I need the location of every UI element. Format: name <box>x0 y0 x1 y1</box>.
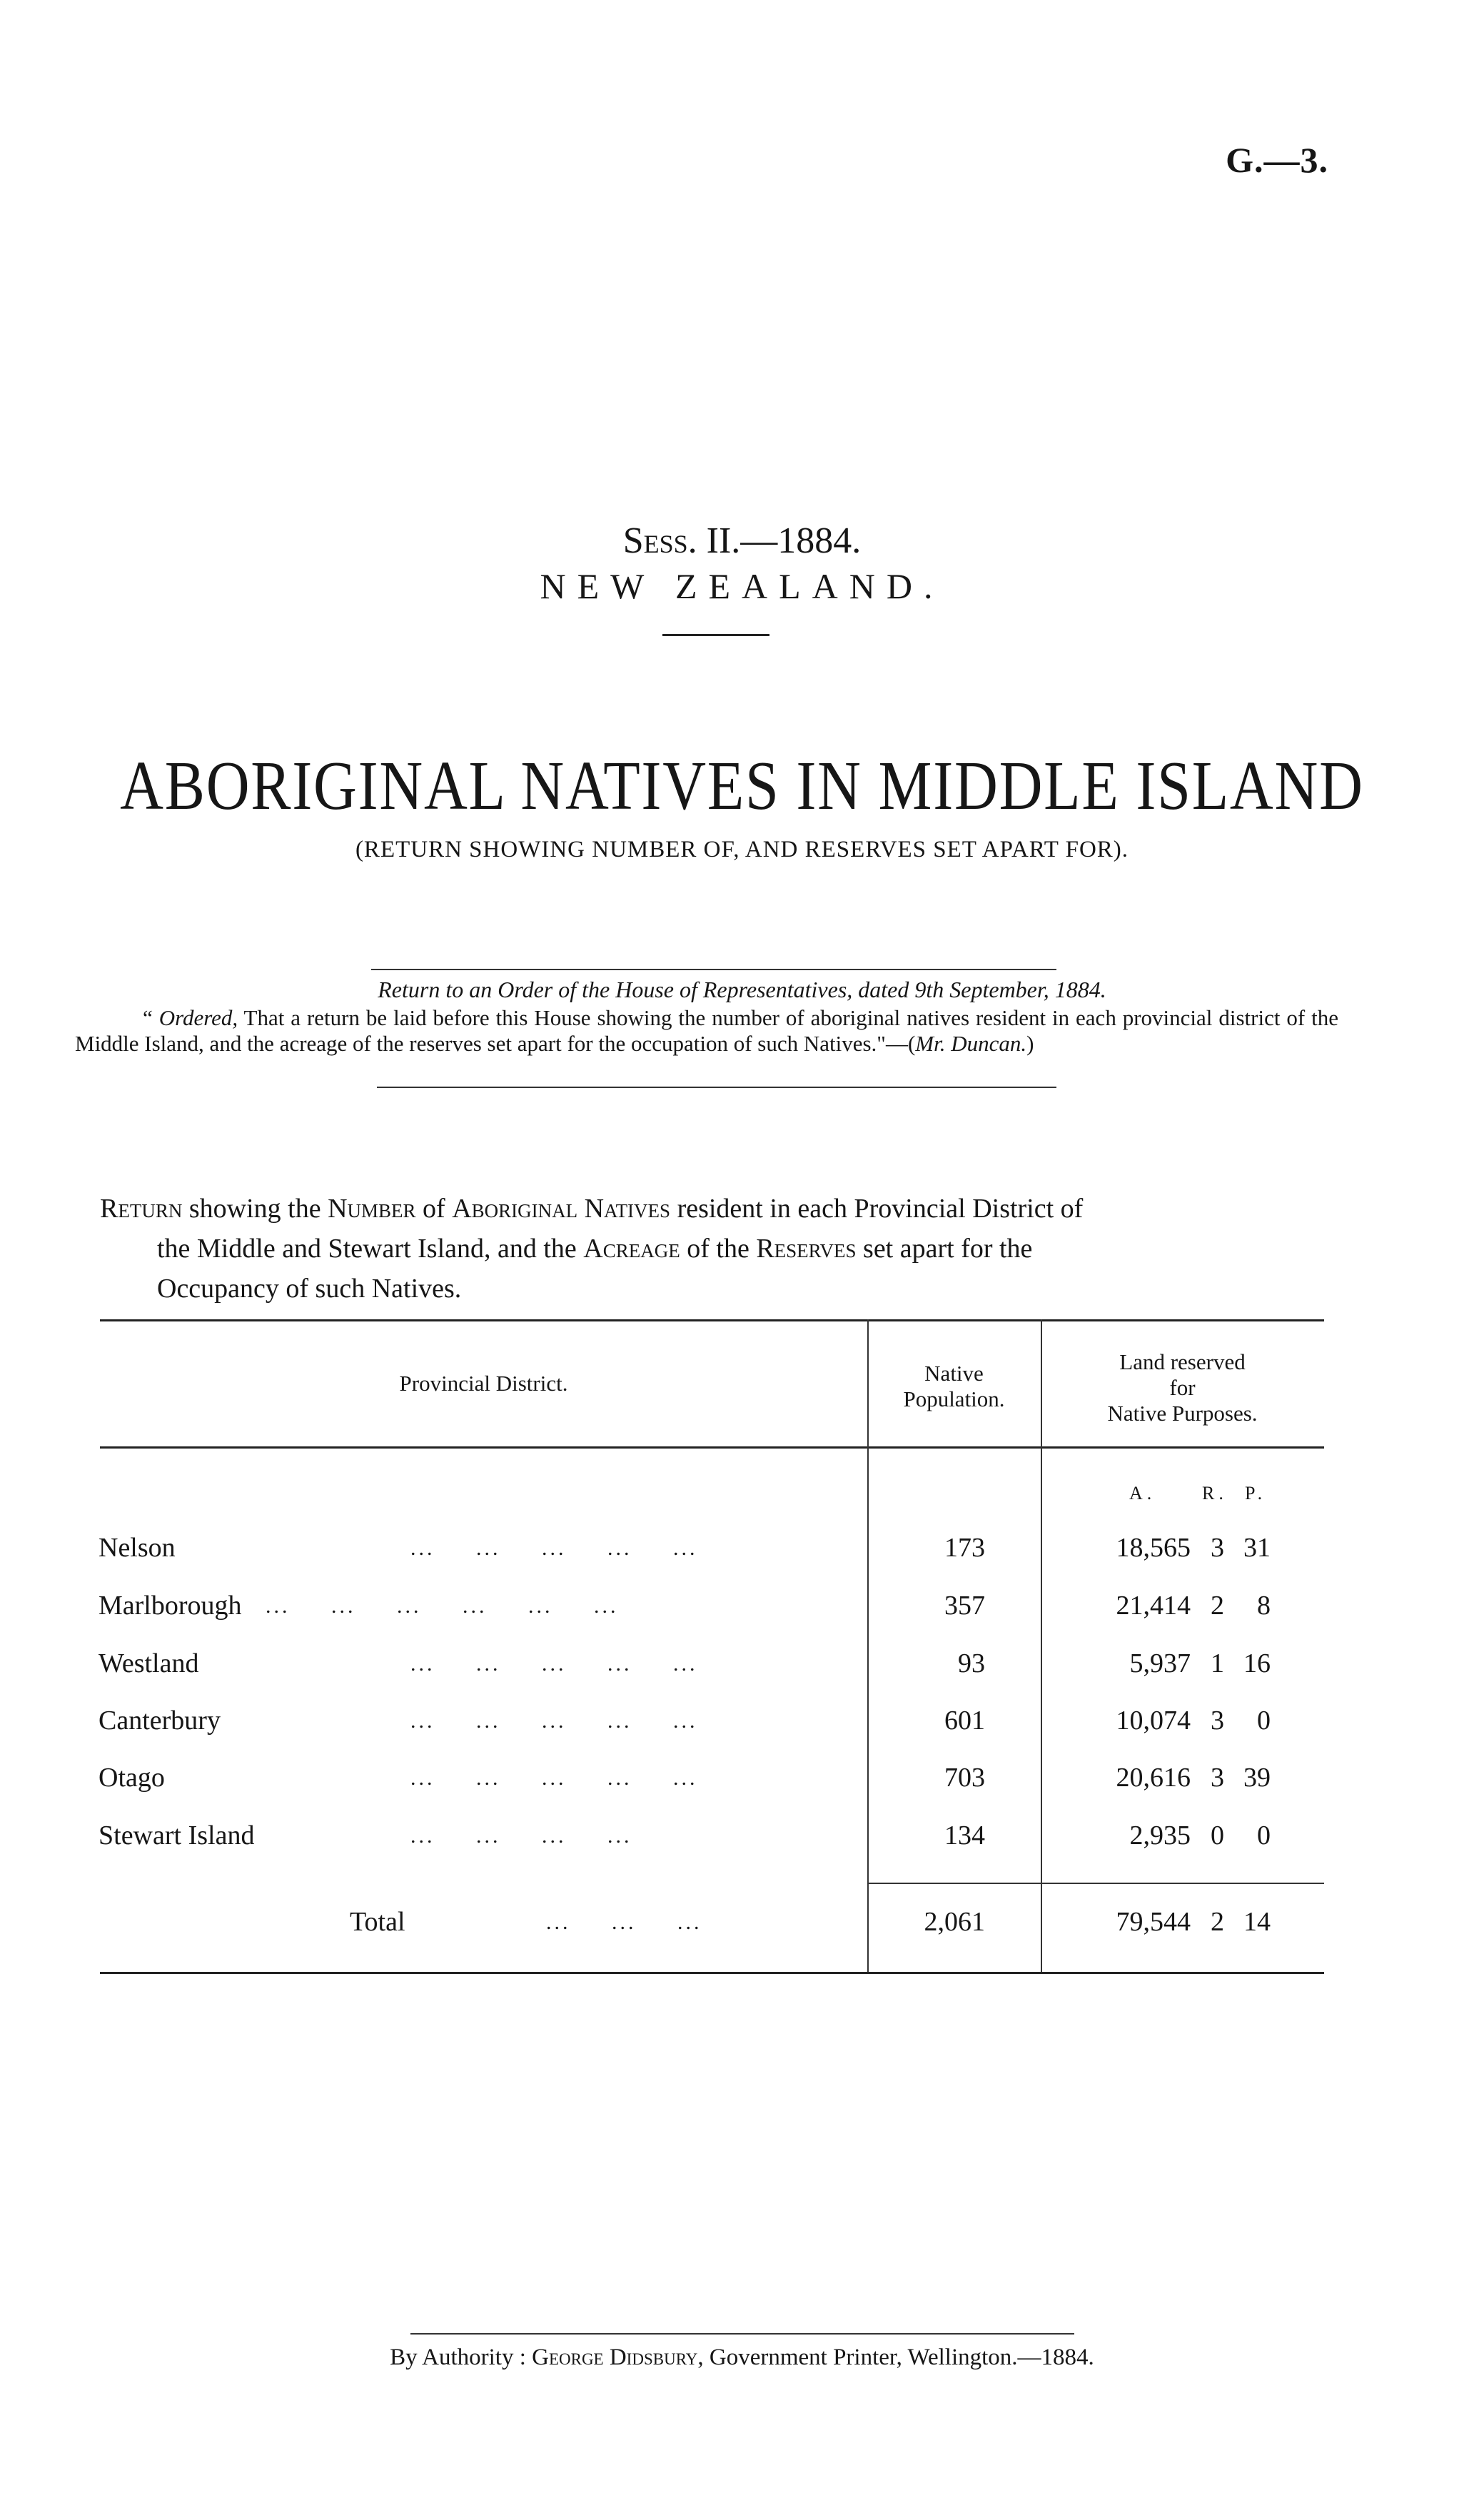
order-rule-top <box>371 969 1056 970</box>
perches-value: 0 <box>1257 1820 1271 1850</box>
district-name: Westland <box>99 1648 199 1678</box>
leader-dots: ... ... ... ... ... <box>410 1536 698 1560</box>
unit-acres: A. <box>1129 1483 1156 1504</box>
printer-imprint: By Authority : George Didsbury, Government Printer, Wellington.—1884. <box>390 2345 1094 2370</box>
ordered-word: Ordered, <box>158 1005 238 1030</box>
table-total-rule <box>867 1883 1324 1884</box>
total-acres: 79,544 <box>1116 1907 1191 1937</box>
session-label: Sess. II.—1884. <box>622 520 862 561</box>
roods-value: 2 <box>1211 1591 1224 1621</box>
column-header-population: Native Population. <box>903 1361 1005 1411</box>
leader-dots: ... ... ... ... ... <box>410 1709 698 1733</box>
table-bottom-rule <box>100 1972 1324 1974</box>
population-value: 601 <box>944 1706 985 1736</box>
page-title: ABORIGINAL NATIVES IN MIDDLE ISLAND <box>120 747 1364 825</box>
order-rule-bottom <box>377 1087 1056 1088</box>
perches-value: 31 <box>1243 1533 1271 1563</box>
title-divider <box>662 634 769 636</box>
page-subtitle: (RETURN SHOWING NUMBER OF, AND RESERVES SET APART FOR). <box>355 837 1129 862</box>
column-header-district: Provincial District. <box>399 1371 568 1396</box>
footer-rule <box>410 2333 1074 2335</box>
unit-perches: P. <box>1245 1483 1267 1504</box>
total-perches: 14 <box>1243 1907 1271 1937</box>
leader-dots: ... ... ... ... ... <box>410 1766 698 1790</box>
table-header-rule <box>100 1446 1324 1449</box>
roods-value: 3 <box>1211 1706 1224 1736</box>
order-body: That a return be laid before this House showing the number of aboriginal natives resident in each provincial district of the Middle Island, and the acreage of the reserves set apart for the occupation of such Natives."—( <box>75 1005 1338 1056</box>
unit-roods: R. <box>1202 1483 1228 1504</box>
leader-dots: ... ... ... ... <box>410 1824 632 1848</box>
order-text: “ Ordered, That a return be laid before this House showing the number of aboriginal natives resident in each provincial district of the Middle Island, and the acreage of the reserves set apart for the occupation of such Natives."—(Mr. Duncan.) <box>75 1005 1338 1056</box>
total-roods: 2 <box>1211 1907 1224 1937</box>
return-description: Return showing the Number of Aboriginal Natives resident in each Provincial District of the Middle and Stewart Island, and the Acreage of the Reserves set apart for the Occupancy of such Natives. <box>100 1194 1084 1304</box>
column-header-land: Land reserved for Native Purposes. <box>1107 1349 1258 1426</box>
leader-dots: ... ... ... <box>546 1910 702 1934</box>
perches-value: 8 <box>1257 1591 1271 1621</box>
perches-value: 0 <box>1257 1706 1271 1736</box>
document-code: G.—3. <box>1226 140 1328 180</box>
acres-value: 5,937 <box>1129 1648 1191 1678</box>
order-heading: Return to an Order of the House of Representatives, dated 9th September, 1884. <box>378 977 1106 1002</box>
population-value: 703 <box>944 1763 985 1793</box>
country-heading: NEW ZEALAND. <box>540 566 944 606</box>
district-name: Canterbury <box>99 1706 221 1736</box>
district-name: Nelson <box>99 1533 176 1563</box>
population-value: 357 <box>944 1591 985 1621</box>
perches-value: 39 <box>1243 1763 1271 1793</box>
total-label: Total <box>350 1907 405 1937</box>
leader-dots: ... ... ... ... ... <box>410 1652 698 1676</box>
population-value: 173 <box>944 1533 985 1563</box>
district-name: Marlborough <box>99 1591 242 1621</box>
district-name: Otago <box>99 1763 165 1793</box>
roods-value: 1 <box>1211 1648 1224 1678</box>
perches-value: 16 <box>1243 1648 1271 1678</box>
table-top-rule <box>100 1319 1324 1321</box>
district-name: Stewart Island <box>99 1820 255 1850</box>
acres-value: 10,074 <box>1116 1706 1191 1736</box>
roods-value: 3 <box>1211 1763 1224 1793</box>
population-value: 93 <box>958 1648 985 1678</box>
leader-dots: ... ... ... ... ... ... <box>266 1594 619 1618</box>
acres-value: 18,565 <box>1116 1533 1191 1563</box>
acres-value: 2,935 <box>1129 1820 1191 1850</box>
acres-value: 20,616 <box>1116 1763 1191 1793</box>
population-value: 134 <box>944 1820 985 1850</box>
table-column-divider-1 <box>867 1319 869 1972</box>
roods-value: 0 <box>1211 1820 1224 1850</box>
order-mover: Mr. Duncan. <box>915 1031 1027 1056</box>
roods-value: 3 <box>1211 1533 1224 1563</box>
total-population: 2,061 <box>924 1907 985 1937</box>
acres-value: 21,414 <box>1116 1591 1191 1621</box>
